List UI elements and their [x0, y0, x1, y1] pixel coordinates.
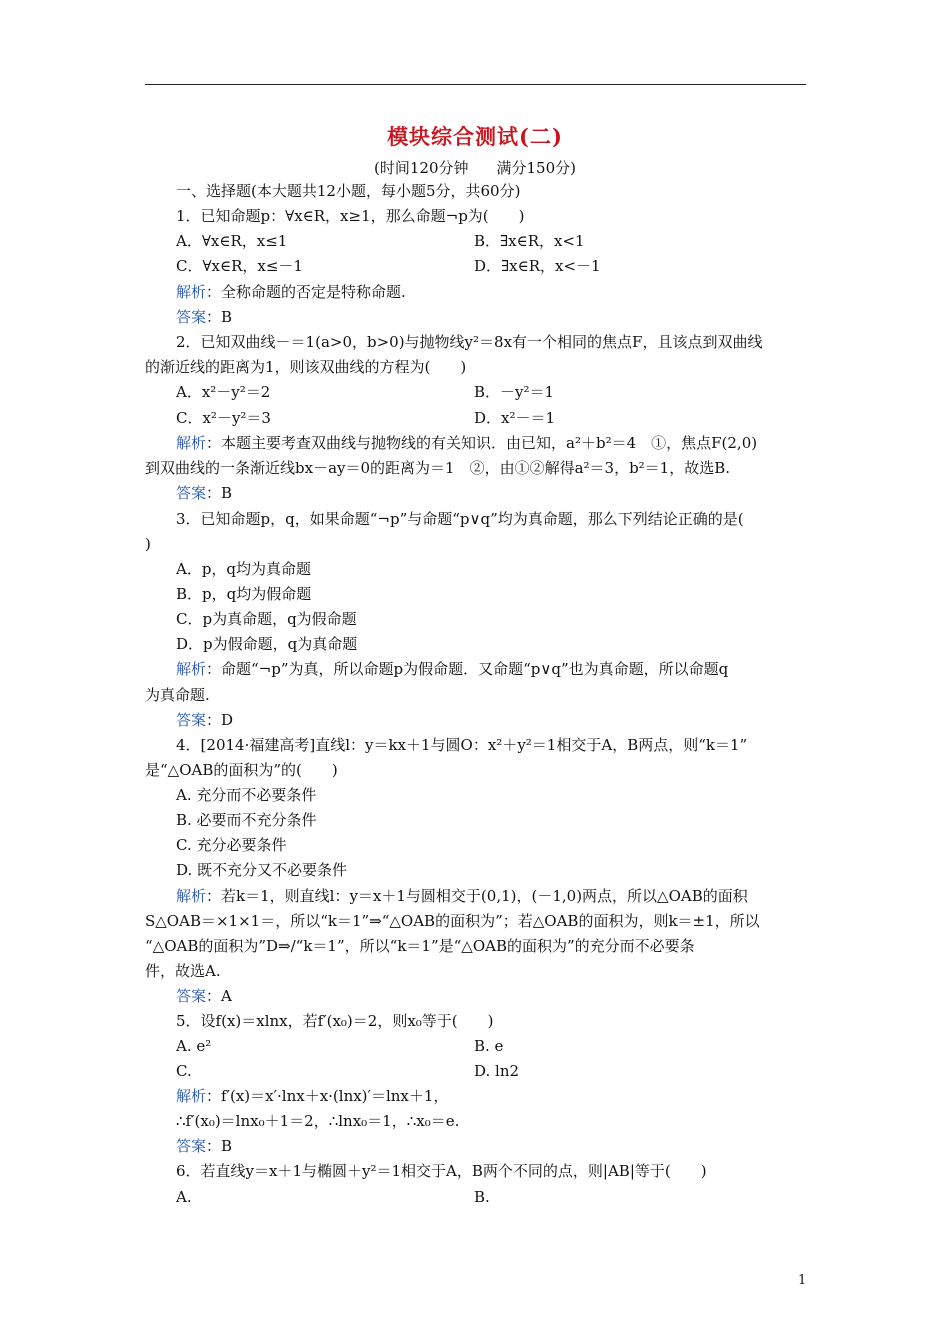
- page-number: 1: [798, 1273, 807, 1288]
- analysis-label: 解析: [176, 660, 207, 678]
- q4-analysis-line3: “△OAB的面积为”D⇒/“k＝1”，所以“k＝1”是“△OAB的面积为”的充分而不必要条: [145, 937, 695, 955]
- q2-analysis: 解析：本题主要考查双曲线与抛物线的有关知识．由已知，a²＋b²＝4 ①，焦点F(2,0): [176, 434, 758, 452]
- q1-answer: 答案：B: [176, 308, 233, 326]
- q3-stem-cont: ): [145, 535, 151, 553]
- q1-option-c: C．∀x∈R，x≤－1: [176, 257, 303, 275]
- analysis-label: 解析: [176, 283, 207, 301]
- q2-answer: 答案：B: [176, 484, 233, 502]
- answer-label: 答案: [176, 987, 207, 1005]
- analysis-label: 解析: [176, 887, 207, 905]
- q4-answer: 答案：A: [176, 987, 232, 1005]
- q4-option-d: D. 既不充分又不必要条件: [176, 861, 348, 879]
- analysis-label: 解析: [176, 434, 207, 452]
- q3-option-d: D．p为假命题，q为真命题: [176, 635, 358, 653]
- q2-option-b: B．－y²＝1: [474, 383, 555, 401]
- q5-stem: 5．设f(x)＝xlnx，若f′(x₀)＝2，则x₀等于( ): [176, 1012, 494, 1030]
- q4-option-b: B. 必要而不充分条件: [176, 811, 317, 829]
- q4-analysis-line4: 件，故选A.: [145, 962, 221, 980]
- q4-stem-cont: 是“△OAB的面积为”的( ): [145, 761, 338, 779]
- q1-stem: 1．已知命题p：∀x∈R，x≥1，那么命题¬p为( ): [176, 207, 525, 225]
- q3-answer: 答案：D: [176, 711, 234, 729]
- q4-option-a: A. 充分而不必要条件: [176, 786, 317, 804]
- q2-analysis-cont: 到双曲线的一条渐近线bx－ay＝0的距离为＝1 ②，由①②解得a²＝3，b²＝1，故选B.: [145, 459, 731, 477]
- q1-analysis: 解析：全称命题的否定是特称命题.: [176, 283, 406, 301]
- q5-option-b: B. e: [474, 1037, 504, 1055]
- full-score: 满分150分): [496, 159, 576, 177]
- q3-option-b: B．p，q均为假命题: [176, 585, 312, 603]
- time-limit: (时间120分钟: [374, 159, 469, 177]
- page-title: 模块综合测试(二): [387, 124, 563, 149]
- q5-analysis-cont: ∴f′(x₀)＝lnx₀＋1＝2，∴lnx₀＝1，∴x₀＝e.: [176, 1112, 460, 1130]
- q5-option-a: A. e²: [176, 1037, 212, 1055]
- q4-analysis: 解析：若k＝1，则直线l：y＝x＋1与圆相交于(0,1)，(－1,0)两点，所以△OAB的面积: [176, 887, 748, 905]
- q3-option-a: A．p，q均为真命题: [176, 560, 312, 578]
- answer-label: 答案: [176, 1137, 207, 1155]
- q5-analysis: 解析：f′(x)＝x′·lnx＋x·(lnx)′＝lnx＋1，: [176, 1087, 449, 1105]
- q2-option-d: D．x²－＝1: [474, 409, 556, 427]
- q6-option-b: B.: [474, 1188, 490, 1206]
- header-rule: [145, 84, 806, 85]
- q5-option-d: D. ln2: [474, 1062, 520, 1080]
- q6-stem: 6．若直线y＝x＋1与椭圆＋y²＝1相交于A，B两个不同的点，则|AB|等于( ): [176, 1162, 707, 1180]
- q2-stem: 2．已知双曲线－＝1(a>0，b>0)与抛物线y²＝8x有一个相同的焦点F，且该点到双曲线: [176, 333, 763, 351]
- exam-info: [0, 157, 950, 178]
- q5-option-c: C.: [176, 1062, 192, 1080]
- q4-option-c: C. 充分必要条件: [176, 836, 287, 854]
- answer-label: 答案: [176, 711, 207, 729]
- q1-option-b: B．∃x∈R，x<1: [474, 232, 585, 250]
- q2-option-a: A．x²－y²＝2: [176, 383, 271, 401]
- q2-stem-cont: 的渐近线的距离为1，则该双曲线的方程为( ): [145, 358, 467, 376]
- q2-option-c: C．x²－y²＝3: [176, 409, 271, 427]
- q3-option-c: C．p为真命题，q为假命题: [176, 610, 357, 628]
- answer-label: 答案: [176, 484, 207, 502]
- q3-analysis: 解析：命题“¬p”为真，所以命题p为假命题．又命题“p∨q”也为真命题，所以命题q: [176, 660, 729, 678]
- q1-option-a: A．∀x∈R，x≤1: [176, 232, 288, 250]
- answer-label: 答案: [176, 308, 207, 326]
- q4-stem: 4．[2014·福建高考]直线l：y＝kx＋1与圆O：x²＋y²＝1相交于A，B两点，则“k＝1”: [176, 736, 748, 754]
- q6-option-a: A.: [176, 1188, 192, 1206]
- q3-stem: 3．已知命题p，q，如果命题“¬p”与命题“p∨q”均为真命题，那么下列结论正确的是(: [176, 510, 744, 528]
- section-heading: 一、选择题(本大题共12小题，每小题5分，共60分): [176, 182, 521, 200]
- analysis-label: 解析: [176, 1087, 207, 1105]
- q3-analysis-cont: 为真命题.: [145, 686, 210, 704]
- q5-answer: 答案：B: [176, 1137, 233, 1155]
- q1-option-d: D．∃x∈R，x<－1: [474, 257, 601, 275]
- q4-analysis-line2: S△OAB＝×1×1＝，所以“k＝1”⇒“△OAB的面积为”；若△OAB的面积为，则k＝±1，所以: [145, 912, 760, 930]
